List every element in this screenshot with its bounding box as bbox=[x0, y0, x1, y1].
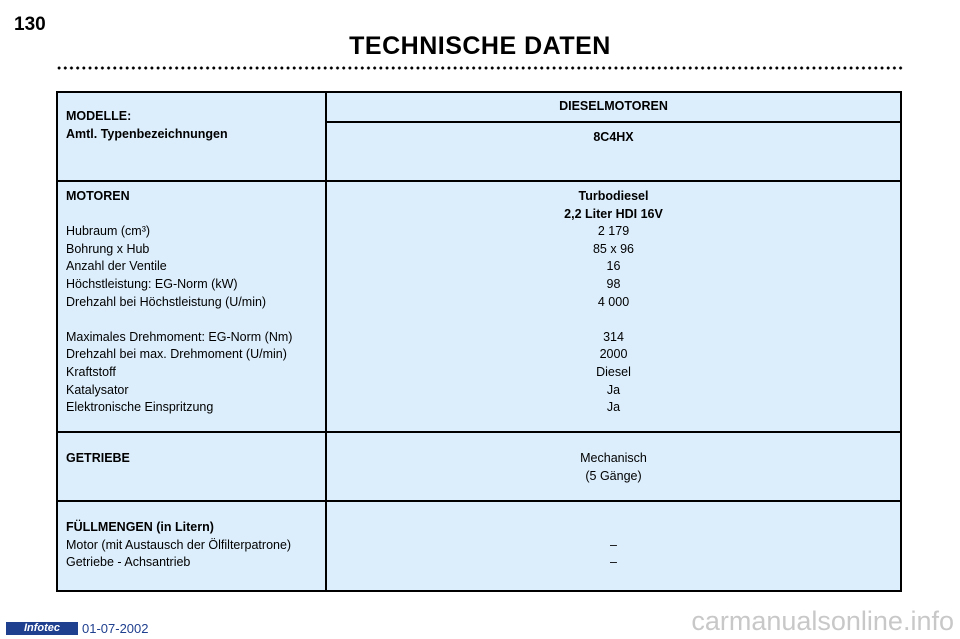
models-heading bbox=[66, 108, 321, 143]
fuellmengen-section bbox=[66, 519, 321, 572]
watermark-site: carmanualsonline.info bbox=[691, 606, 954, 636]
motoren-section bbox=[66, 188, 321, 417]
footer-date: 01-07-2002 bbox=[82, 621, 149, 636]
transmission-type: Mechanisch bbox=[580, 451, 647, 465]
capacity-value: – bbox=[610, 555, 617, 570]
spec-label: Elektronische Einspritzung bbox=[66, 400, 214, 415]
spec-value: 16 bbox=[606, 259, 621, 274]
capacity-label: Motor (mit Austausch der Ölfilterpatrone) bbox=[66, 537, 292, 552]
page-title: TECHNISCHE DATEN bbox=[349, 32, 611, 60]
spec-value: Diesel bbox=[596, 364, 631, 379]
section-divider-1 bbox=[58, 180, 900, 182]
spec-label: Kraftstoff bbox=[66, 364, 116, 379]
spec-label: Katalysator bbox=[66, 382, 129, 397]
capacity-value: – bbox=[610, 537, 617, 552]
spec-value: Ja bbox=[606, 382, 621, 397]
spec-label: Anzahl der Ventile bbox=[66, 259, 167, 274]
dotted-divider bbox=[56, 66, 904, 70]
spec-label: Drehzahl bei max. Drehmoment (U/min) bbox=[66, 347, 287, 362]
diesel-engines-heading: DIESELMOTOREN bbox=[559, 99, 668, 113]
engine-type: Turbodiesel bbox=[578, 189, 649, 203]
engine-displacement: 2,2 Liter HDI 16V bbox=[564, 206, 663, 221]
spec-value: 314 bbox=[603, 329, 624, 344]
models-label: MODELLE: bbox=[66, 109, 132, 123]
spec-value: Ja bbox=[606, 400, 621, 415]
spec-label: Drehzahl bei Höchstleistung (U/min) bbox=[66, 294, 267, 309]
fuellmengen-heading: FÜLLMENGEN (in Litern) bbox=[66, 520, 214, 534]
type-designation-label: Amtl. Typenbezeichnungen bbox=[66, 126, 228, 141]
engine-code: 8C4HX bbox=[593, 130, 634, 144]
motoren-values bbox=[327, 188, 900, 417]
getriebe-values bbox=[327, 450, 900, 485]
getriebe-heading: GETRIEBE bbox=[66, 451, 130, 465]
header-subdivider bbox=[327, 121, 900, 123]
fuellmengen-values bbox=[327, 519, 900, 572]
spec-label: Bohrung x Hub bbox=[66, 241, 150, 256]
section-divider-2 bbox=[58, 431, 900, 433]
transmission-gears: (5 Gänge) bbox=[585, 468, 642, 483]
motoren-heading: MOTOREN bbox=[66, 189, 130, 203]
infotec-logo: Infotec bbox=[6, 622, 78, 635]
spec-table bbox=[56, 91, 902, 592]
spec-value: 2 179 bbox=[597, 224, 630, 239]
spec-value: 4 000 bbox=[597, 294, 630, 309]
spec-value: 2000 bbox=[599, 347, 628, 362]
capacity-label: Getriebe - Achsantrieb bbox=[66, 555, 191, 570]
spec-value: 98 bbox=[606, 276, 621, 291]
spec-label: Maximales Drehmoment: EG-Norm (Nm) bbox=[66, 329, 293, 344]
spec-label: Hubraum (cm³) bbox=[66, 224, 151, 239]
spec-value: 85 x 96 bbox=[592, 241, 634, 256]
section-divider-3 bbox=[58, 500, 900, 502]
page-number: 130 bbox=[14, 14, 46, 35]
spec-label: Höchstleistung: EG-Norm (kW) bbox=[66, 276, 238, 291]
